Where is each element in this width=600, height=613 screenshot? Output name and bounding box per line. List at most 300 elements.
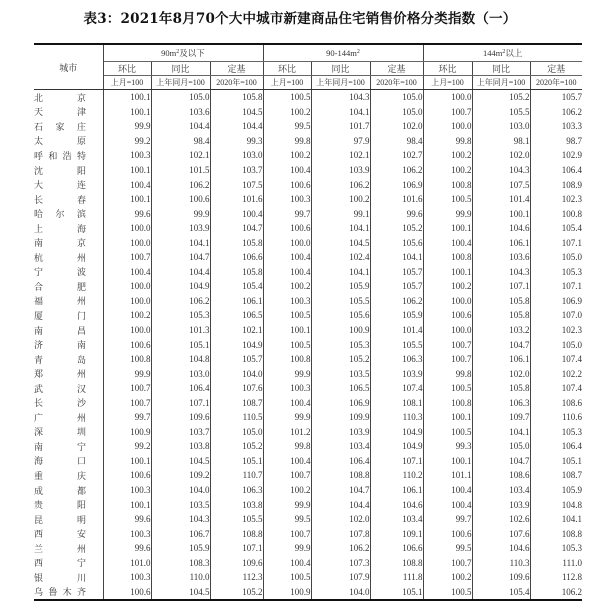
index-value: 99.6 [103,206,151,221]
index-value: 104.1 [311,265,370,280]
city-name: 哈尔滨 [34,206,103,221]
index-value: 99.9 [103,119,151,134]
index-value: 104.4 [151,119,210,134]
index-value: 108.8 [370,556,423,571]
index-value: 105.4 [561,223,582,234]
index-value: 103.9 [311,163,370,178]
index-value: 100.2 [263,483,311,498]
index-value: 102.2 [561,368,582,379]
index-value: 107.0 [561,310,582,321]
index-value: 100.1 [423,410,472,425]
index-value: 100.0 [103,323,151,338]
sub-header: 环比 [423,62,472,76]
index-value: 107.9 [311,570,370,585]
index-value: 104.3 [472,163,530,178]
index-value: 105.3 [561,426,582,437]
index-value: 100.7 [263,468,311,483]
index-value: 100.4 [263,395,311,410]
index-value: 105.9 [311,279,370,294]
table-row [34,250,582,265]
index-value: 111.0 [562,557,582,568]
table-row [34,177,582,192]
city-name: 昆明 [34,512,103,527]
index-value: 99.3 [423,439,472,454]
index-value: 106.7 [151,526,210,541]
index-value: 104.1 [561,514,582,525]
index-value: 102.1 [311,148,370,163]
index-value: 108.8 [210,526,263,541]
index-value: 105.1 [561,455,582,466]
index-value: 110.2 [370,468,423,483]
index-value: 100.0 [103,235,151,250]
index-value: 106.2 [370,163,423,178]
index-value: 110.0 [151,570,210,585]
index-value: 100.9 [311,323,370,338]
index-value: 100.1 [103,105,151,120]
index-value: 103.8 [151,439,210,454]
index-value: 108.3 [151,556,210,571]
index-value: 112.8 [562,572,582,583]
index-value: 100.1 [423,454,472,469]
index-value: 103.9 [472,497,530,512]
index-value: 107.4 [561,354,582,365]
table-row [34,395,582,410]
sub-header: 定基 [370,62,423,76]
city-name: 重庆 [34,468,103,483]
index-value: 106.2 [151,294,210,309]
index-value: 99.9 [103,366,151,381]
index-value: 100.5 [263,337,311,352]
index-value: 100.7 [103,381,151,396]
index-value: 100.4 [423,483,472,498]
index-value: 99.7 [423,512,472,527]
index-value: 108.8 [311,468,370,483]
index-value: 104.5 [151,454,210,469]
index-value: 102.0 [311,512,370,527]
index-value: 102.3 [561,325,582,336]
index-value: 100.2 [263,148,311,163]
index-value: 102.0 [472,366,530,381]
city-name: 乌鲁木齐 [34,585,103,601]
index-value: 101.6 [370,192,423,207]
table-row [34,483,582,498]
city-name: 贵阳 [34,497,103,512]
index-value: 99.1 [311,206,370,221]
city-name: 厦门 [34,308,103,323]
index-value: 105.3 [561,543,582,554]
index-value: 103.5 [311,366,370,381]
index-value: 107.1 [472,279,530,294]
index-value: 99.7 [103,410,151,425]
city-name: 沈阳 [34,163,103,178]
index-value: 100.2 [423,148,472,163]
index-value: 105.5 [472,105,530,120]
index-value: 100.8 [103,352,151,367]
index-value: 105.1 [370,585,423,601]
price-index-table [34,43,582,601]
index-value: 100.6 [151,192,210,207]
index-value: 100.7 [103,250,151,265]
table-row [34,366,582,381]
index-value: 110.3 [370,410,423,425]
index-value: 105.5 [210,512,263,527]
index-value: 99.8 [263,134,311,149]
index-value: 100.4 [103,177,151,192]
index-value: 107.1 [370,454,423,469]
index-value: 100.4 [103,265,151,280]
city-name: 成都 [34,483,103,498]
index-value: 104.5 [311,235,370,250]
city-name: 广州 [34,410,103,425]
city-name: 福州 [34,294,103,309]
index-value: 100.0 [103,294,151,309]
index-value: 104.9 [151,279,210,294]
index-value: 105.2 [472,90,530,105]
city-name: 深圳 [34,425,103,440]
index-value: 100.3 [103,483,151,498]
index-value: 105.1 [210,454,263,469]
table-row [34,454,582,469]
table-row [34,105,582,120]
index-value: 101.3 [151,323,210,338]
index-value: 104.4 [210,119,263,134]
index-value: 100.1 [423,265,472,280]
index-value: 106.6 [370,541,423,556]
index-value: 102.0 [472,148,530,163]
index-value: 100.1 [103,497,151,512]
sub-header: 环比 [263,62,311,76]
index-value: 101.7 [311,119,370,134]
index-value: 97.9 [311,134,370,149]
index-value: 106.1 [472,352,530,367]
index-value: 100.3 [103,526,151,541]
index-value: 99.6 [103,512,151,527]
index-value: 108.8 [561,528,582,539]
index-value: 100.4 [210,206,263,221]
index-value: 104.6 [370,497,423,512]
index-value: 100.5 [423,425,472,440]
index-value: 106.3 [370,352,423,367]
index-value: 104.8 [561,499,582,510]
table-row [34,294,582,309]
index-value: 104.3 [311,90,370,105]
index-value: 106.1 [472,235,530,250]
index-value: 103.2 [472,323,530,338]
index-value: 104.4 [311,497,370,512]
index-value: 105.0 [561,339,582,350]
index-value: 100.2 [423,279,472,294]
index-value: 99.2 [103,439,151,454]
index-value: 100.5 [263,570,311,585]
index-value: 103.7 [151,425,210,440]
index-value: 106.4 [561,441,582,452]
index-value: 101.4 [370,323,423,338]
index-value: 101.1 [423,468,472,483]
index-value: 103.6 [472,250,530,265]
index-value: 105.8 [210,235,263,250]
index-value: 103.9 [370,366,423,381]
index-value: 105.9 [370,308,423,323]
city-name: 银川 [34,570,103,585]
index-value: 104.7 [472,454,530,469]
index-value: 100.1 [263,323,311,338]
table-row [34,556,582,571]
index-value: 100.3 [103,148,151,163]
index-value: 107.4 [561,383,582,394]
city-name: 南宁 [34,439,103,454]
index-value: 101.4 [472,192,530,207]
index-value: 100.6 [423,526,472,541]
index-value: 107.3 [311,556,370,571]
index-value: 102.1 [151,148,210,163]
table-row [34,512,582,527]
index-value: 99.8 [263,439,311,454]
index-value: 110.5 [210,410,263,425]
index-value: 105.7 [561,92,582,103]
sub-header: 环比 [103,62,151,76]
index-value: 100.7 [423,337,472,352]
city-name: 青岛 [34,352,103,367]
index-value: 105.2 [210,439,263,454]
index-value: 106.2 [311,541,370,556]
table-row [34,425,582,440]
city-name: 太原 [34,134,103,149]
index-value: 104.1 [311,105,370,120]
table-row [34,439,582,454]
index-value: 100.0 [423,119,472,134]
sub-header: 同比 [151,62,210,76]
index-value: 102.9 [561,150,582,161]
table-row [34,323,582,338]
base-header: 上年同月=100 [311,76,370,90]
index-value: 99.9 [263,541,311,556]
city-name: 武汉 [34,381,103,396]
index-value: 104.4 [151,265,210,280]
index-value: 100.5 [423,192,472,207]
table-row [34,570,582,585]
index-value: 100.8 [423,395,472,410]
index-value: 104.1 [311,221,370,236]
index-value: 105.7 [210,352,263,367]
index-value: 99.9 [151,206,210,221]
index-value: 103.8 [210,497,263,512]
index-value: 106.2 [530,585,582,601]
index-value: 100.2 [423,163,472,178]
index-value: 108.6 [561,397,582,408]
index-value: 100.8 [561,208,582,219]
index-value: 109.6 [472,570,530,585]
index-value: 100.7 [423,352,472,367]
city-name: 南昌 [34,323,103,338]
index-value: 100.7 [423,556,472,571]
index-value: 105.5 [311,294,370,309]
table-row [34,308,582,323]
table-row [34,206,582,221]
index-value: 100.6 [103,585,151,601]
index-value: 99.5 [263,119,311,134]
index-value: 105.3 [311,337,370,352]
index-value: 104.3 [472,265,530,280]
index-value: 103.3 [561,121,582,132]
index-value: 100.1 [423,221,472,236]
index-value: 100.6 [263,177,311,192]
city-name: 呼和浩特 [34,148,103,163]
index-value: 106.2 [370,294,423,309]
index-value: 98.4 [370,134,423,149]
city-name: 大连 [34,177,103,192]
index-value: 105.8 [472,381,530,396]
index-value: 100.4 [423,497,472,512]
index-value: 100.3 [103,570,151,585]
index-value: 99.6 [370,206,423,221]
index-value: 106.2 [561,106,582,117]
index-value: 100.8 [423,177,472,192]
index-value: 100.1 [472,206,530,221]
city-name: 石家庄 [34,119,103,134]
index-value: 105.2 [311,352,370,367]
index-value: 100.0 [423,90,472,105]
index-value: 107.5 [210,177,263,192]
index-value: 106.4 [311,454,370,469]
index-value: 98.7 [566,135,582,146]
table-row [34,119,582,134]
index-value: 100.7 [423,105,472,120]
index-value: 104.7 [151,250,210,265]
base-header: 上年同月=100 [151,76,210,90]
index-value: 105.1 [151,337,210,352]
index-value: 102.0 [370,119,423,134]
index-value: 101.5 [151,163,210,178]
index-value: 102.3 [561,194,582,205]
page-title: 表3：2021年8月70个大中城市新建商品住宅销售价格分类指数（一） [83,11,517,27]
index-value: 100.4 [263,163,311,178]
index-value: 105.2 [210,585,263,601]
index-value: 106.2 [151,177,210,192]
index-value: 100.6 [103,337,151,352]
index-value: 109.2 [151,468,210,483]
index-value: 104.5 [151,585,210,601]
base-header: 2020年=100 [370,76,423,90]
table-row [34,585,582,601]
index-value: 100.4 [263,454,311,469]
base-header: 上月=100 [423,76,472,90]
index-value: 110.7 [210,468,263,483]
index-value: 105.7 [370,265,423,280]
table-row [34,134,582,149]
index-value: 104.1 [151,235,210,250]
index-value: 102.6 [472,512,530,527]
city-name: 天津 [34,105,103,120]
index-value: 100.3 [263,381,311,396]
index-value: 99.9 [263,366,311,381]
index-value: 99.5 [423,541,472,556]
index-value: 100.3 [263,192,311,207]
index-value: 105.2 [370,221,423,236]
table-row [34,163,582,178]
index-value: 104.3 [151,512,210,527]
index-value: 103.0 [151,366,210,381]
index-value: 104.0 [210,366,263,381]
index-value: 100.2 [423,570,472,585]
index-value: 101.0 [103,556,151,571]
table-row [34,541,582,556]
index-value: 104.6 [472,541,530,556]
index-value: 106.6 [210,250,263,265]
index-value: 106.4 [151,381,210,396]
index-value: 100.9 [263,585,311,601]
index-value: 104.9 [370,425,423,440]
index-value: 105.3 [151,308,210,323]
index-value: 106.9 [561,295,582,306]
index-value: 98.4 [151,134,210,149]
index-value: 99.5 [263,512,311,527]
index-value: 106.5 [210,308,263,323]
index-value: 100.8 [423,250,472,265]
table-row [34,235,582,250]
index-value: 102.7 [370,148,423,163]
index-value: 104.0 [311,585,370,601]
index-value: 105.6 [370,235,423,250]
index-value: 100.1 [103,163,151,178]
index-value: 98.1 [472,134,530,149]
table-row [34,221,582,236]
index-value: 109.6 [151,410,210,425]
index-value: 99.9 [263,497,311,512]
city-name: 上海 [34,221,103,236]
table-row [34,90,582,105]
city-name: 海口 [34,454,103,469]
index-value: 105.4 [472,585,530,601]
sub-header: 同比 [311,62,370,76]
index-value: 104.0 [151,483,210,498]
index-value: 100.5 [263,90,311,105]
city-name: 宁波 [34,265,103,280]
index-value: 99.6 [103,541,151,556]
index-value: 106.4 [561,165,582,175]
index-value: 103.4 [311,439,370,454]
index-value: 106.3 [472,395,530,410]
index-value: 99.7 [263,206,311,221]
index-value: 104.8 [151,352,210,367]
index-value: 107.6 [210,381,263,396]
index-value: 108.7 [561,470,582,481]
table-row [34,352,582,367]
index-value: 107.8 [311,526,370,541]
index-value: 103.0 [472,119,530,134]
index-value: 104.7 [210,221,263,236]
index-value: 105.0 [151,90,210,105]
index-value: 101.2 [263,425,311,440]
index-value: 105.0 [370,90,423,105]
index-value: 107.1 [561,281,582,292]
index-value: 100.8 [263,352,311,367]
base-header: 上年同月=100 [472,76,530,90]
index-value: 111.8 [370,570,423,585]
table-row [34,497,582,512]
index-value: 107.5 [472,177,530,192]
table-row [34,265,582,280]
index-value: 105.0 [370,105,423,120]
index-value: 103.0 [210,148,263,163]
table-row [34,337,582,352]
index-value: 107.1 [561,237,582,248]
index-value: 100.3 [263,294,311,309]
city-name: 长沙 [34,395,103,410]
group-header-large: $144m^2$以上 [423,44,582,62]
index-value: 100.9 [103,425,151,440]
index-value: 105.0 [561,252,582,263]
index-value: 103.6 [151,105,210,120]
